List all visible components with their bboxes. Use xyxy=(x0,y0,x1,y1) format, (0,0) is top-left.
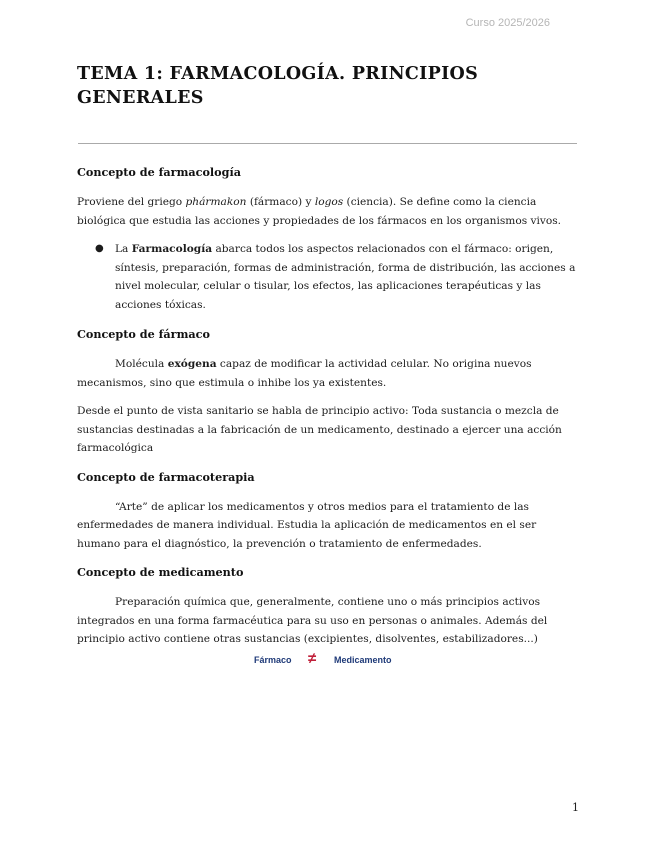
section-heading: Concepto de farmacoterapia xyxy=(77,469,255,484)
farmaco-vs-medicamento-diagram xyxy=(0,652,655,670)
text-run: Molécula xyxy=(115,358,168,370)
section-heading: Concepto de farmacología xyxy=(77,165,241,179)
paragraph xyxy=(77,193,577,230)
section-heading: Concepto de medicamento xyxy=(77,565,244,579)
italic-term: phármakon xyxy=(185,196,247,208)
bullet-list xyxy=(77,240,577,314)
paragraph: Desde el punto de vista sanitario se habla de principio activo: Toda sustancia o mezcla de sustancias destinadas a la fabricación de un medicamento, destinado a ejercer una acción farmacológica xyxy=(77,405,562,454)
section-farmacologia xyxy=(77,163,577,314)
section-heading: Concepto de fármaco xyxy=(77,327,210,341)
section-medicamento xyxy=(77,563,577,649)
not-equal-icon: ≠ xyxy=(308,650,317,667)
text-run: La xyxy=(115,243,132,255)
page-number: 1 xyxy=(572,801,579,814)
paragraph xyxy=(77,355,577,392)
section-farmacoterapia xyxy=(77,468,577,554)
text-run: Proviene del griego xyxy=(77,196,186,208)
list-item xyxy=(95,240,577,314)
page-title: TEMA 1: FARMACOLOGÍA. PRINCIPIOS GENERALES xyxy=(77,64,479,108)
bullet-icon: ● xyxy=(95,243,104,254)
diagram-medicamento-label: Medicamento xyxy=(334,655,392,665)
text-run: (fármaco) y xyxy=(246,196,315,208)
document-body xyxy=(77,163,577,659)
text-run: capaz de modificar la actividad celular. No origina nuevos mecanismos, sino que estimula o inhibe los ya existentes. xyxy=(77,358,532,389)
text-run: (ciencia). Se define como la ciencia biológica que estudia las acciones y propiedades de los fármacos en los organismos vivos. xyxy=(77,196,562,227)
bold-term: exógena xyxy=(167,358,217,370)
bold-term: Farmacología xyxy=(131,243,213,255)
diagram-farmaco-label: Fármaco xyxy=(254,655,292,665)
paragraph: “Arte” de aplicar los medicamentos y otros medios para el tratamiento de las enfermedades de manera individual. Estudia la aplicación de medicamentos en el ser humano para el diagnóstico, la prevención o tratamiento de enfermedades. xyxy=(77,500,537,550)
italic-term: logos xyxy=(314,196,344,208)
title-divider xyxy=(78,143,577,144)
section-farmaco xyxy=(77,325,577,458)
paragraph: Preparación química que, generalmente, contiene uno o más principios activos integrados en una forma farmacéutica para su uso en personas o animales. Además del principio activo contiene otras sustancias (excipientes, disolventes, estabilizadores...) xyxy=(77,596,548,645)
header-course: Curso 2025/2026 xyxy=(465,17,550,29)
text-run: abarca todos los aspectos relacionados con el fármaco: origen, síntesis, preparación, formas de administración, forma de distribución, las acciones a nivel molecular, celular o tisular, los efectos, las aplicaciones terapéuticas y las acciones tóxicas. xyxy=(115,243,576,311)
